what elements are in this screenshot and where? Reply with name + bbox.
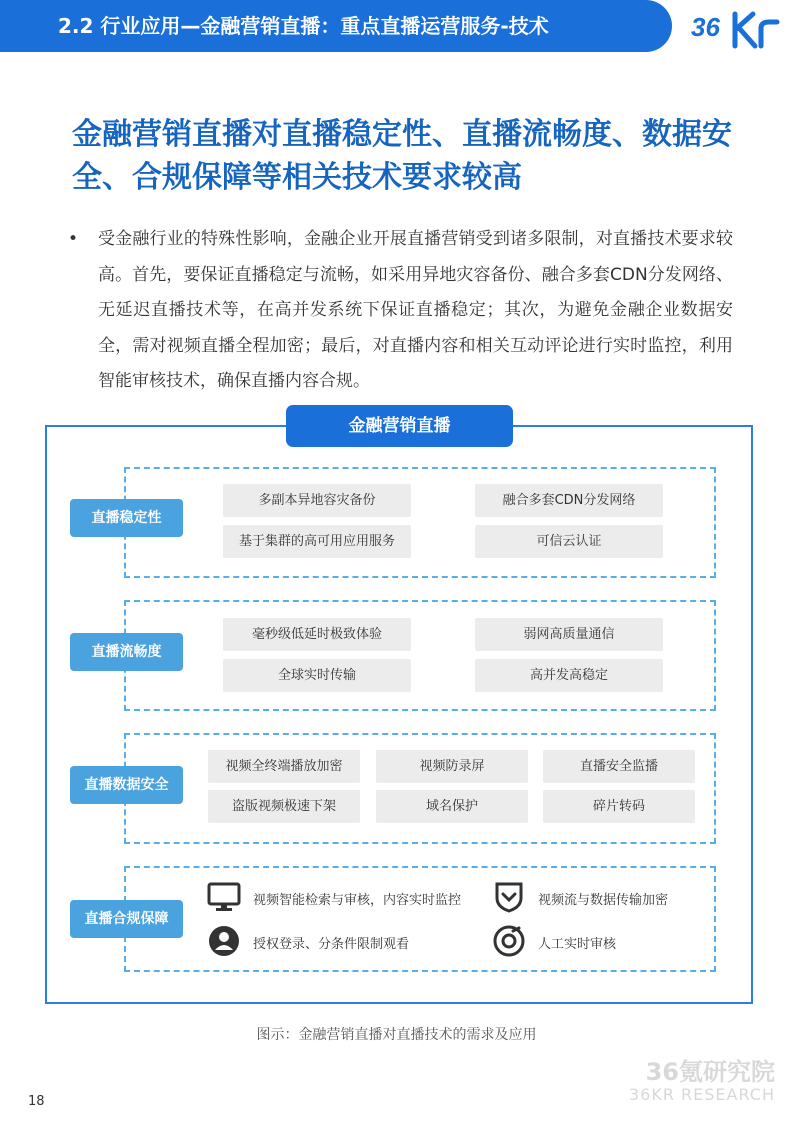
compliance-item (207, 880, 487, 916)
chip-item: 融合多套CDN分发网络 (475, 484, 663, 517)
section-title: 2.2 行业应用—金融营销直播：重点直播运营服务-技术 (58, 14, 549, 38)
chip-item: 视频防录屏 (376, 750, 528, 783)
review-icon (492, 924, 526, 958)
compliance-item (492, 924, 702, 960)
shield-check-icon (492, 880, 526, 914)
group-label-data-security: 直播数据安全 (70, 766, 183, 804)
group-smoothness-box (124, 600, 716, 711)
page-headline: 金融营销直播对直播稳定性、直播流畅度、数据安全、合规保障等相关技术要求较高 (72, 117, 732, 195)
page-number: 18 (28, 1094, 45, 1109)
chip-item: 基于集群的高可用应用服务 (223, 525, 411, 558)
group-label-smoothness: 直播流畅度 (70, 633, 183, 671)
chip-item: 毫秒级低延时极致体验 (223, 618, 411, 651)
compliance-text: 人工实时审核 (538, 937, 617, 952)
chip-item: 视频全终端播放加密 (208, 750, 360, 783)
compliance-item (492, 880, 702, 916)
watermark (629, 1058, 775, 1104)
figure-caption: 图示：金融营销直播对直播技术的需求及应用 (256, 1027, 537, 1043)
monitor-icon (207, 880, 241, 914)
compliance-item (207, 924, 487, 960)
chip-item: 可信云认证 (475, 525, 663, 558)
group-label-compliance: 直播合规保障 (70, 900, 183, 938)
chip-item: 全球实时传输 (223, 659, 411, 692)
chip-item: 高并发高稳定 (475, 659, 663, 692)
group-label-stability: 直播稳定性 (70, 499, 183, 537)
chip-item: 碎片转码 (543, 790, 695, 823)
brand-logo (691, 6, 787, 50)
compliance-text: 视频智能检索与审核，内容实时监控 (253, 893, 462, 908)
watermark-en: 36KR RESEARCH (628, 1085, 775, 1104)
chip-item: 多副本异地容灾备份 (223, 484, 411, 517)
svg-text:36: 36 (691, 12, 720, 42)
compliance-text: 授权登录、分条件限制观看 (253, 937, 410, 952)
user-icon (207, 924, 241, 958)
chip-item: 弱网高质量通信 (475, 618, 663, 651)
chip-item: 域名保护 (376, 790, 528, 823)
watermark-cn: 36氪研究院 (645, 1058, 775, 1086)
compliance-text: 视频流与数据传输加密 (538, 893, 669, 908)
bullet-text: 受金融行业的特殊性影响，金融企业开展直播营销受到诸多限制，对直播技术要求较高。首先，要保证直播稳定与流畅，如采用异地灾容备份、融合多套CDN分发网络、无延迟直播技术等，在高并发系统下保证直播稳定；其次，为避免金融企业数据安全，需对视频直播全程加密；最后，对直播内容和相关互动评论进行实时监控，利用智能审核技术，确保直播内容合规。 (98, 229, 733, 391)
bullet-marker: • (68, 229, 79, 249)
chip-item: 盗版视频极速下架 (208, 790, 360, 823)
chip-item: 直播安全监播 (543, 750, 695, 783)
header-bar (0, 0, 672, 52)
diagram-title: 金融营销直播 (286, 405, 513, 447)
